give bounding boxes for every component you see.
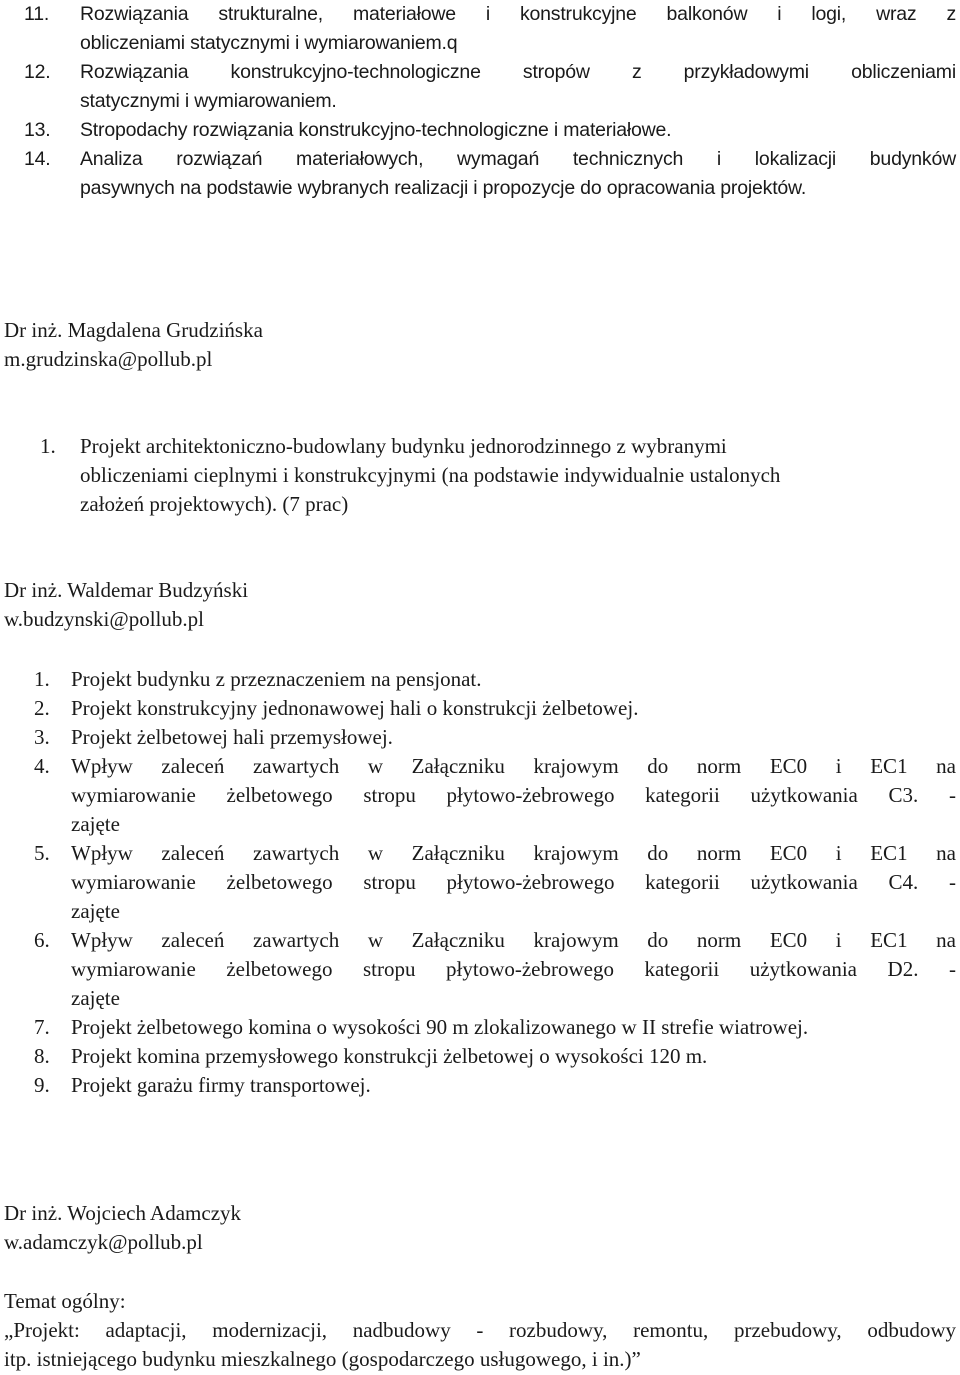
list-item-text: obliczeniami statycznymi i wymiarowaniem.q — [80, 32, 458, 54]
general-topic-text: itp. istniejącego budynku mieszkalnego (gospodarczego usługowego, i in.)” — [4, 1347, 641, 1371]
supervisor-email: w.adamczyk@pollub.pl — [4, 1230, 203, 1254]
general-topic-text: „Projekt: adaptacji, modernizacji, nadbudowy - rozbudowy, remontu, przebudowy, odbudowy — [4, 1318, 956, 1342]
supervisor-name: Dr inż. Magdalena Grudzińska — [4, 318, 263, 342]
list-item — [34, 1071, 956, 1100]
list-item — [34, 665, 956, 694]
list-item — [34, 752, 956, 839]
list-item — [24, 116, 956, 145]
supervisor-block — [4, 316, 960, 374]
list-item — [40, 432, 920, 519]
list-item — [24, 0, 956, 58]
list-item-text: Projekt komina przemysłowego konstrukcji żelbetowej o wysokości 120 m. — [71, 1044, 708, 1068]
topic-list-continued — [24, 0, 956, 203]
list-item-text: obliczeniami cieplnymi i konstrukcyjnymi (na podstawie indywidualnie ustalonych — [80, 463, 781, 487]
list-item-text: Wpływ zaleceń zawartych w Załączniku krajowym do norm EC0 i EC1 na — [71, 754, 956, 778]
list-item — [34, 723, 956, 752]
general-topic-block — [4, 1287, 956, 1374]
supervisor-email: w.budzynski@pollub.pl — [4, 607, 204, 631]
list-item-number: 5. — [34, 841, 50, 865]
list-item-text: wymiarowanie żelbetowego stropu płytowo-żebrowego kategorii użytkowania C3. - — [71, 783, 956, 807]
supervisor-name: Dr inż. Wojciech Adamczyk — [4, 1201, 242, 1225]
list-item-text: Wpływ zaleceń zawartych w Załączniku krajowym do norm EC0 i EC1 na — [71, 841, 956, 865]
list-item-text: pasywnych na podstawie wybranych realizacji i propozycje do opracowania projektów. — [80, 177, 807, 199]
list-item — [34, 1042, 956, 1071]
supervisor-block — [4, 576, 960, 634]
list-item-text: wymiarowanie żelbetowego stropu płytowo-żebrowego kategorii użytkowania D2. - — [71, 957, 956, 981]
list-item-status: zajęte — [71, 986, 120, 1010]
topic-list — [34, 665, 956, 1100]
supervisor-block — [4, 1199, 960, 1257]
supervisor-email: m.grudzinska@pollub.pl — [4, 347, 213, 371]
list-item-text: Rozwiązania konstrukcyjno-technologiczne stropów z przykładowymi obliczeniami — [80, 61, 956, 83]
list-item-number: 13. — [24, 119, 51, 141]
list-item-text: wymiarowanie żelbetowego stropu płytowo-żebrowego kategorii użytkowania C4. - — [71, 870, 956, 894]
list-item-number: 1. — [34, 667, 50, 691]
list-item — [24, 145, 956, 203]
topic-list — [40, 432, 920, 519]
list-item-text: Projekt żelbetowej hali przemysłowej. — [71, 725, 393, 749]
list-item-text: Projekt konstrukcyjny jednonawowej hali o konstrukcji żelbetowej. — [71, 696, 639, 720]
list-item-text: Projekt garażu firmy transportowej. — [71, 1073, 371, 1097]
list-item-number: 3. — [34, 725, 50, 749]
list-item-text: Wpływ zaleceń zawartych w Załączniku krajowym do norm EC0 i EC1 na — [71, 928, 956, 952]
list-item-number: 2. — [34, 696, 50, 720]
list-item-text: Projekt żelbetowego komina o wysokości 90 m zlokalizowanego w II strefie wiatrowej. — [71, 1015, 809, 1039]
list-item — [34, 926, 956, 1013]
list-item-text: Projekt architektoniczno-budowlany budynku jednorodzinnego z wybranymi — [80, 434, 727, 458]
list-item-text: Stropodachy rozwiązania konstrukcyjno-technologiczne i materiałowe. — [80, 119, 672, 141]
list-item-number: 4. — [34, 754, 50, 778]
list-item-number: 14. — [24, 148, 51, 170]
list-item-text: założeń projektowych). (7 prac) — [80, 492, 349, 516]
list-item — [34, 694, 956, 723]
list-item-number: 9. — [34, 1073, 50, 1097]
list-item-status: zajęte — [71, 899, 120, 923]
list-item-text: statycznymi i wymiarowaniem. — [80, 90, 337, 112]
list-item-number: 6. — [34, 928, 50, 952]
general-topic-label: Temat ogólny: — [4, 1289, 126, 1313]
list-item — [34, 839, 956, 926]
list-item-number: 12. — [24, 61, 51, 83]
list-item-text: Rozwiązania strukturalne, materiałowe i konstrukcyjne balkonów i logi, wraz z — [80, 3, 956, 25]
list-item-status: zajęte — [71, 812, 120, 836]
list-item-number: 1. — [40, 434, 56, 458]
list-item-number: 11. — [24, 3, 50, 25]
supervisor-name: Dr inż. Waldemar Budzyński — [4, 578, 249, 602]
list-item-text: Analiza rozwiązań materiałowych, wymagań technicznych i lokalizacji budynków — [80, 148, 956, 170]
list-item — [24, 58, 956, 116]
list-item-number: 7. — [34, 1015, 50, 1039]
list-item — [34, 1013, 956, 1042]
list-item-number: 8. — [34, 1044, 50, 1068]
list-item-text: Projekt budynku z przeznaczeniem na pensjonat. — [71, 667, 482, 691]
